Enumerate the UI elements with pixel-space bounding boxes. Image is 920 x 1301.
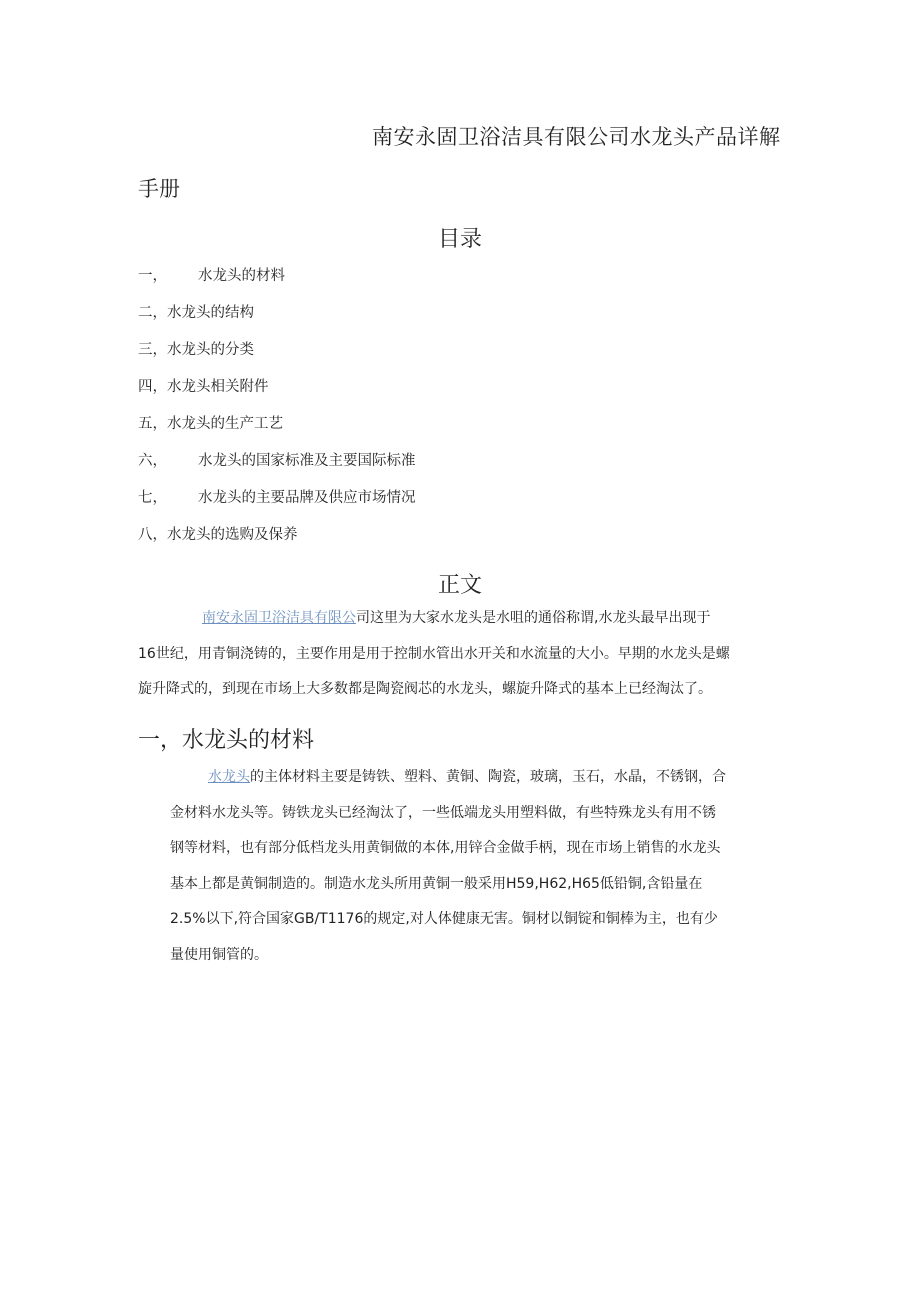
toc-item bbox=[138, 449, 416, 486]
document-title: 南安永固卫浴洁具有限公司水龙头产品详解 bbox=[372, 125, 781, 149]
materials-line: 量使用铜管的。 bbox=[170, 946, 268, 963]
table-of-contents bbox=[138, 264, 416, 560]
section-heading-materials: 一，水龙头的材料 bbox=[138, 728, 315, 753]
toc-item bbox=[138, 523, 416, 560]
materials-line: 2.5%以下,符合国家GB/T1176的规定,对人体健康无害。铜材以铜锭和铜棒为主，也有少 bbox=[170, 911, 718, 927]
toc-item bbox=[138, 264, 416, 301]
toc-item-number: 四， bbox=[138, 379, 167, 395]
toc-item-text: 水龙头的国家标准及主要国际标准 bbox=[198, 453, 416, 469]
toc-item bbox=[138, 486, 416, 523]
intro-paragraph bbox=[138, 601, 780, 708]
intro-line: 旋升降式的，到现在市场上大多数都是陶瓷阀芯的水龙头，螺旋升降式的基本上已经淘汰了。 bbox=[138, 681, 712, 697]
toc-item-text: 水龙头的材料 bbox=[198, 268, 285, 284]
toc-item-number: 五， bbox=[138, 416, 167, 432]
toc-item-text: 水龙头的选购及保养 bbox=[167, 527, 298, 543]
materials-line bbox=[170, 760, 790, 796]
materials-line-text: 的主体材料主要是铸铁、塑料、黄铜、陶瓷，玻璃，玉石，水晶，不锈钢，合 bbox=[250, 769, 726, 785]
intro-line-text: 司这里为大家水龙头是水咀的通俗称谓,水龙头最早出现于 bbox=[356, 610, 711, 626]
document-title-continued: 手册 bbox=[138, 177, 180, 201]
toc-item bbox=[138, 375, 416, 412]
toc-item-text: 水龙头的结构 bbox=[167, 305, 254, 321]
toc-item bbox=[138, 338, 416, 375]
toc-item-text: 水龙头的分类 bbox=[167, 342, 254, 358]
intro-line bbox=[138, 601, 780, 637]
toc-item-number: 二， bbox=[138, 305, 167, 321]
toc-item-number: 六， bbox=[138, 453, 167, 469]
toc-item-text: 水龙头的生产工艺 bbox=[167, 416, 283, 432]
materials-line: 基本上都是黄铜制造的。制造水龙头所用黄铜一般采用H59,H62,H65低铅铜,含铅量在 bbox=[170, 875, 703, 892]
toc-item-number: 八， bbox=[138, 527, 167, 543]
toc-item-number: 三， bbox=[138, 342, 167, 358]
intro-line: 16世纪，用青铜浇铸的，主要作用是用于控制水管出水开关和水流量的大小。早期的水龙头是螺 bbox=[138, 645, 730, 662]
materials-line: 金材料水龙头等。铸铁龙头已经淘汰了，一些低端龙头用塑料做，有些特殊龙头有用不锈 bbox=[170, 804, 716, 821]
faucet-link[interactable]: 水龙头 bbox=[208, 769, 250, 785]
toc-item-number: 一， bbox=[138, 268, 167, 284]
toc-item-text: 水龙头的主要品牌及供应市场情况 bbox=[198, 490, 416, 506]
materials-line: 钢等材料，也有部分低档龙头用黄铜做的本体,用锌合金做手柄，现在市场上销售的水龙头 bbox=[170, 840, 721, 856]
toc-item-text: 水龙头相关附件 bbox=[167, 379, 269, 395]
toc-item bbox=[138, 412, 416, 449]
toc-item-number: 七， bbox=[138, 490, 167, 506]
toc-item bbox=[138, 301, 416, 338]
body-heading: 正文 bbox=[437, 573, 482, 598]
materials-paragraph bbox=[170, 760, 790, 973]
toc-heading: 目录 bbox=[437, 227, 482, 252]
company-link[interactable]: 南安永固卫浴洁具有限公 bbox=[202, 610, 356, 626]
